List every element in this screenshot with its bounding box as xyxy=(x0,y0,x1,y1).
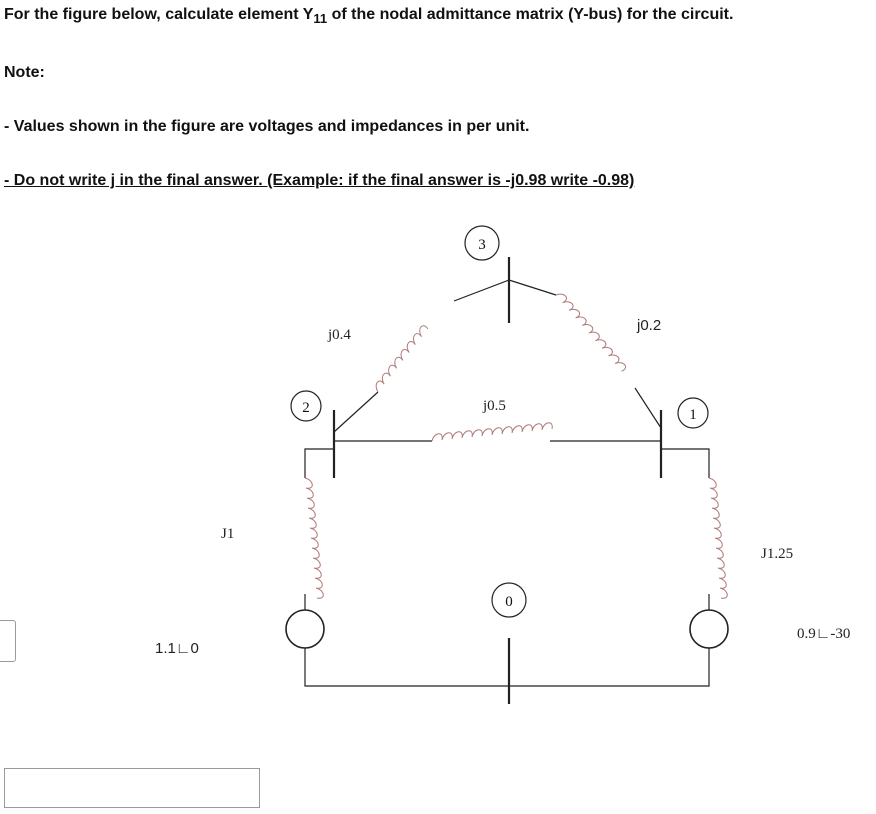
inductor-1-3 xyxy=(556,286,627,377)
wire-2-3-upper xyxy=(454,280,509,301)
wire-gen1-top xyxy=(661,449,709,478)
wire-gen2-top xyxy=(305,449,334,478)
generator-1-symbol xyxy=(690,610,728,648)
title-subscript: 11 xyxy=(313,11,328,26)
impedance-1-3-label: j0.2 xyxy=(637,317,662,334)
title-suffix: of the nodal admittance matrix (Y-bus) for the circuit. xyxy=(327,6,734,23)
bus-3-marker xyxy=(465,226,499,260)
bus-2-marker xyxy=(291,391,321,421)
bus-1-marker xyxy=(678,398,708,428)
gen-2-impedance-label: J1 xyxy=(221,526,235,542)
impedance-2-3-label: j0.4 xyxy=(328,327,351,343)
gen-2-voltage-label: 1.1∟0 xyxy=(155,640,199,657)
gen-1-voltage-label: 0.9∟-30 xyxy=(797,626,851,642)
wire-1-3-upper xyxy=(509,280,556,295)
wire-gen1-ground xyxy=(509,648,709,686)
bus-3-label: 3 xyxy=(478,237,486,253)
wire-1-3-lower xyxy=(635,388,661,428)
inductors xyxy=(305,286,727,599)
side-tab-handle[interactable] xyxy=(0,620,16,662)
inductor-gen-2 xyxy=(305,478,323,598)
bus-0-label: 0 xyxy=(505,594,513,610)
inductor-gen-1 xyxy=(709,478,727,598)
note-bullet-2: - Do not write j in the final answer. (Example: if the final answer is -j0.98 write -0.98) xyxy=(4,172,635,189)
answer-input[interactable] xyxy=(4,768,260,808)
note-bullet-1: - Values shown in the figure are voltages and impedances in per unit. xyxy=(4,118,530,135)
wire-gen2-ground xyxy=(305,648,509,686)
impedance-1-2-label: j0.5 xyxy=(483,398,506,414)
inductor-1-2 xyxy=(432,423,552,441)
title-prefix: For the figure below, calculate element Y xyxy=(4,6,314,23)
bus-1-label: 1 xyxy=(689,407,697,423)
generator-2-symbol xyxy=(286,610,324,648)
note-label: Note: xyxy=(4,64,45,81)
bus-2-label: 2 xyxy=(302,400,310,416)
inductor-2-3 xyxy=(368,324,434,392)
wire-2-3-lower xyxy=(334,392,378,432)
bus-0-marker xyxy=(492,583,526,617)
gen-1-impedance-label: J1.25 xyxy=(761,546,794,562)
